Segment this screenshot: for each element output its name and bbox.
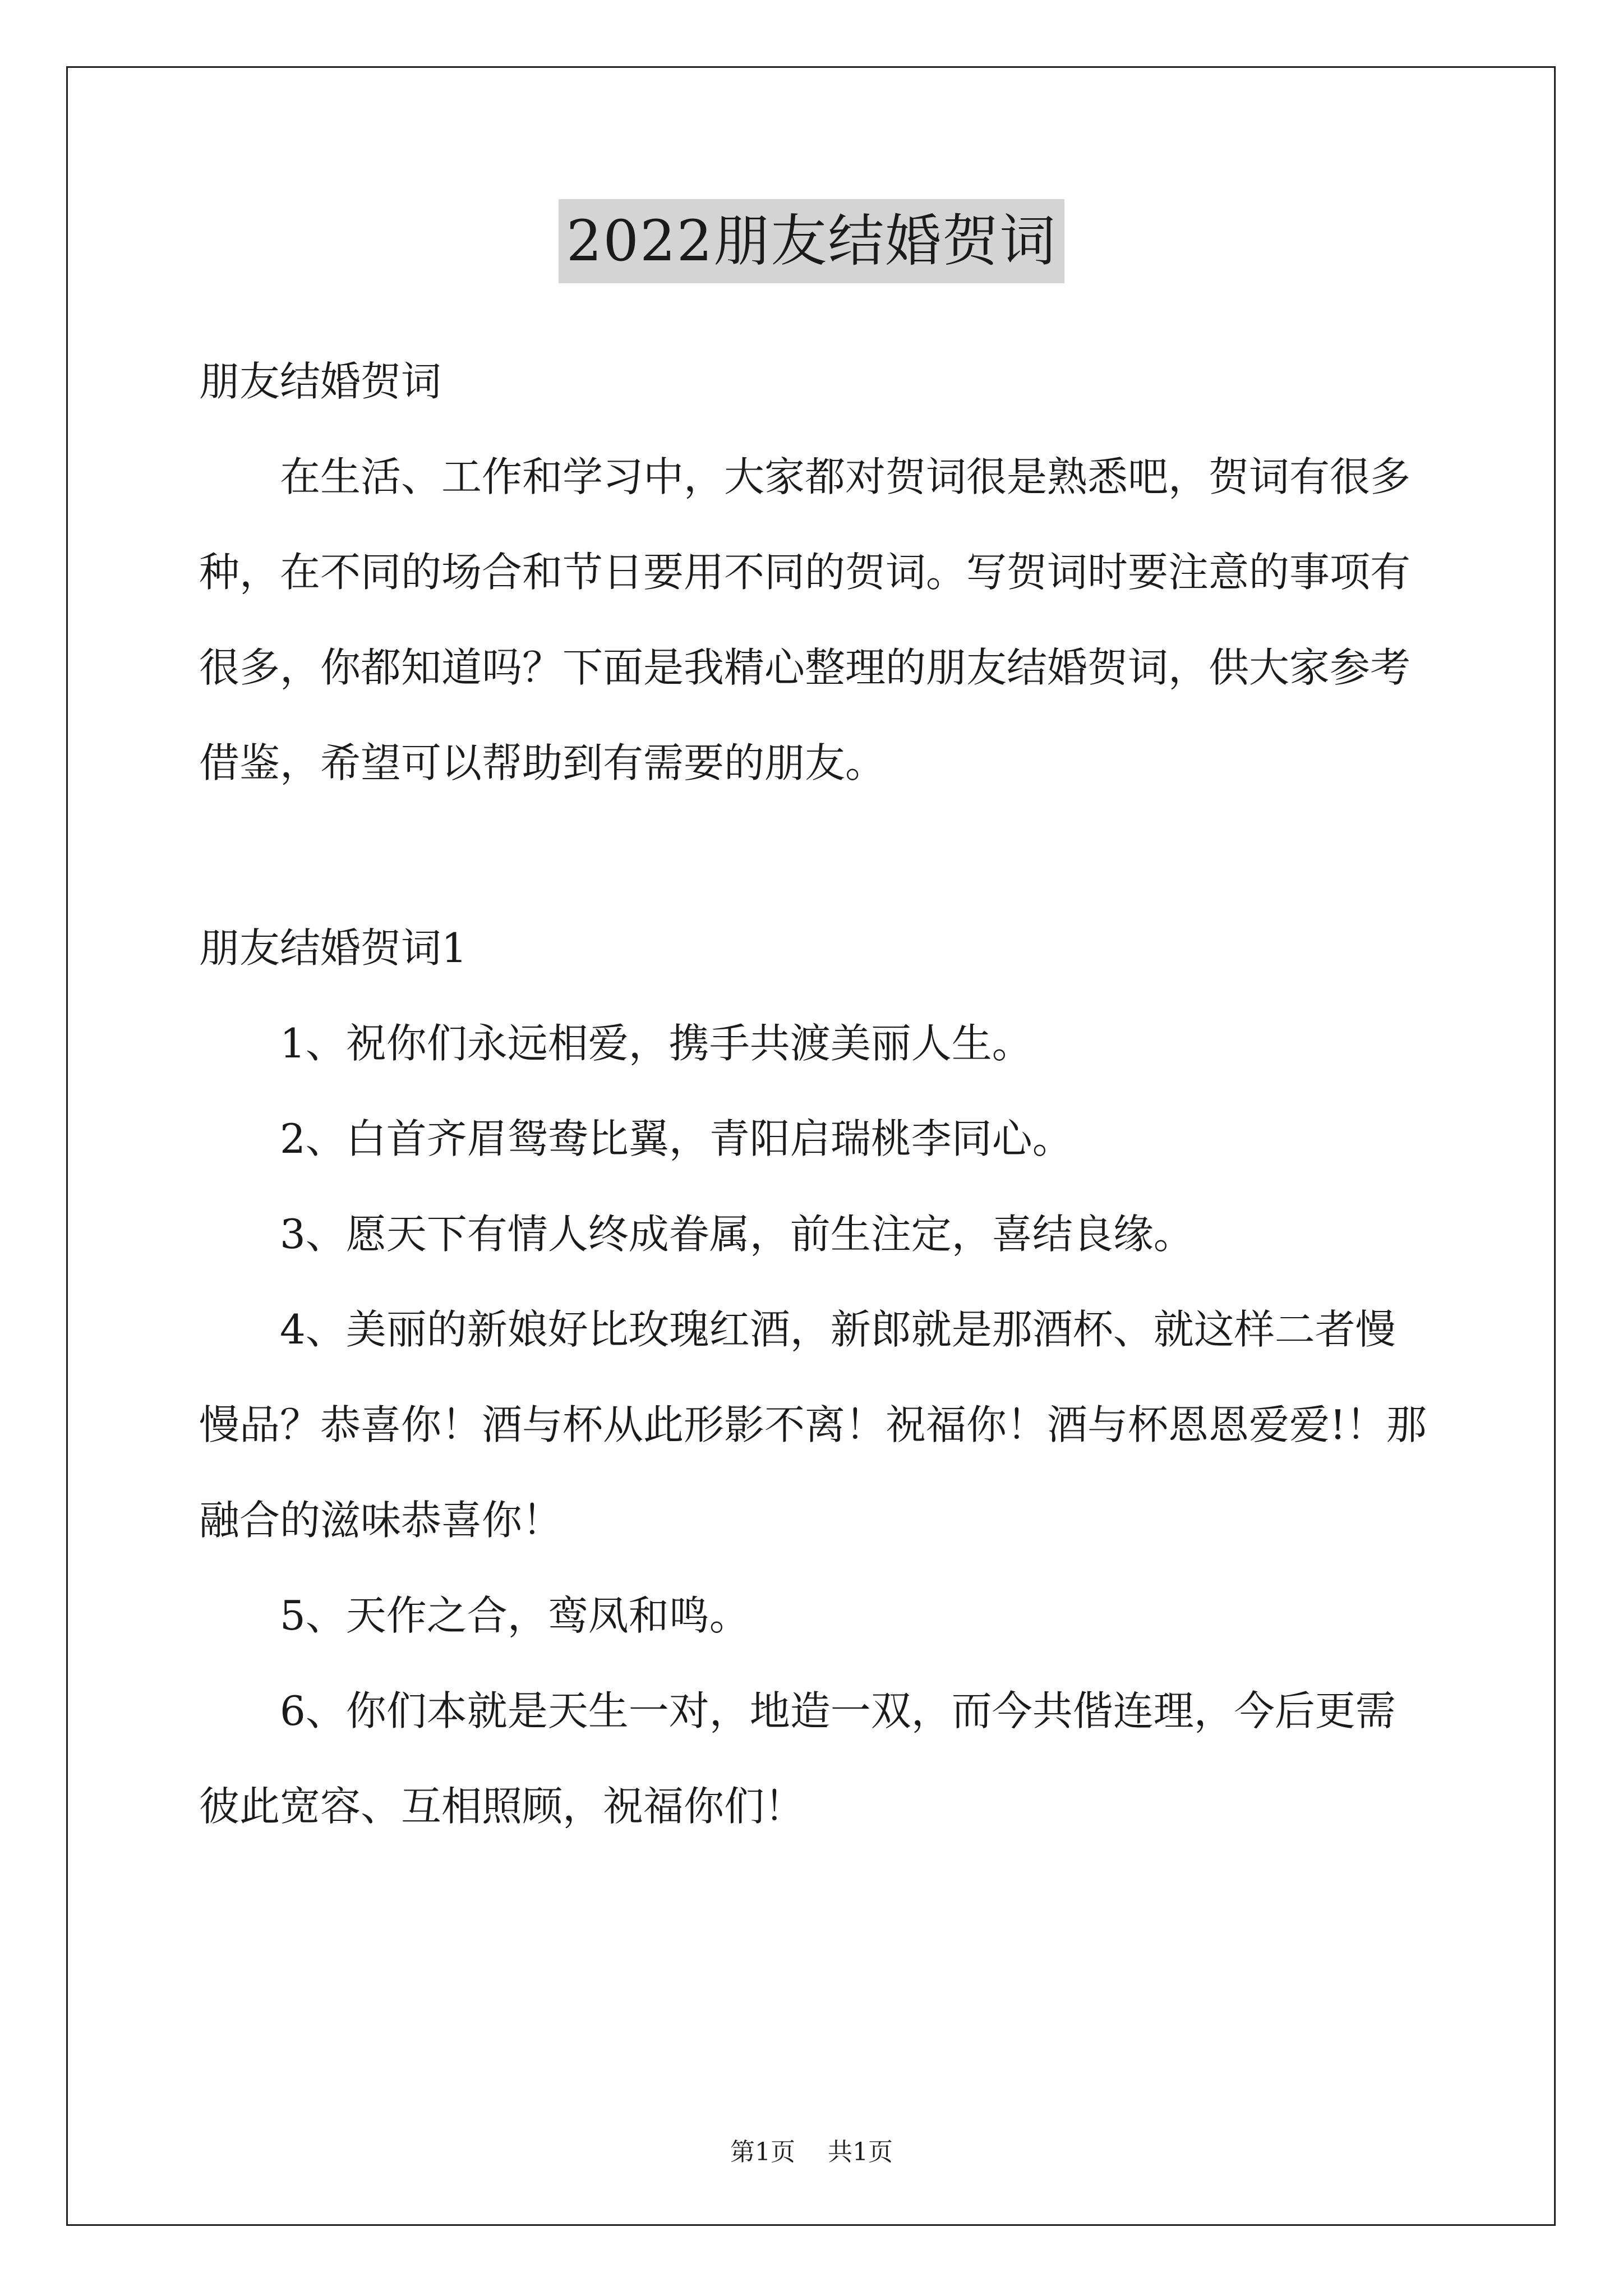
list-item: 5、天作之合，鸾凤和鸣。 bbox=[280, 1592, 750, 1639]
list-item: 1、祝你们永远相爱，携手共渡美丽人生。 bbox=[280, 1020, 1032, 1067]
list-item: 6、你们本就是天生一对，地造一双，而今共偕连理，今后更需彼此宽容、互相照顾，祝福你们！ bbox=[199, 1687, 1396, 1830]
subtitle: 朋友结婚贺词 bbox=[199, 358, 442, 405]
list-item: 2、白首齐眉鸳鸯比翼，青阳启瑞桃李同心。 bbox=[280, 1115, 1073, 1162]
section-heading: 朋友结婚贺词1 bbox=[199, 924, 467, 972]
list-item: 4、美丽的新娘好比玫瑰红酒，新郎就是那酒杯、就这样二者慢慢品？恭喜你！酒与杯从此形影不离！祝福你！酒与杯恩恩爱爱!！那融合的滋味恭喜你！ bbox=[199, 1306, 1427, 1544]
document-body bbox=[199, 334, 1427, 1854]
title-container bbox=[0, 199, 1623, 283]
page-total: 共1页 bbox=[828, 2138, 893, 2166]
intro-paragraph: 在生活、工作和学习中，大家都对贺词很是熟悉吧，贺词有很多种，在不同的场合和节日要用不同的贺词。写贺词时要注意的事项有很多，你都知道吗？下面是我精心整理的朋友结婚贺词，供大家参考借鉴，希望可以帮助到有需要的朋友。 bbox=[199, 453, 1411, 786]
page-footer bbox=[0, 2132, 1623, 2168]
list-item: 3、愿天下有情人终成眷属，前生注定，喜结良缘。 bbox=[280, 1211, 1194, 1258]
page-number: 第1页 bbox=[730, 2138, 795, 2166]
document-title: 2022朋友结婚贺词 bbox=[559, 199, 1065, 283]
